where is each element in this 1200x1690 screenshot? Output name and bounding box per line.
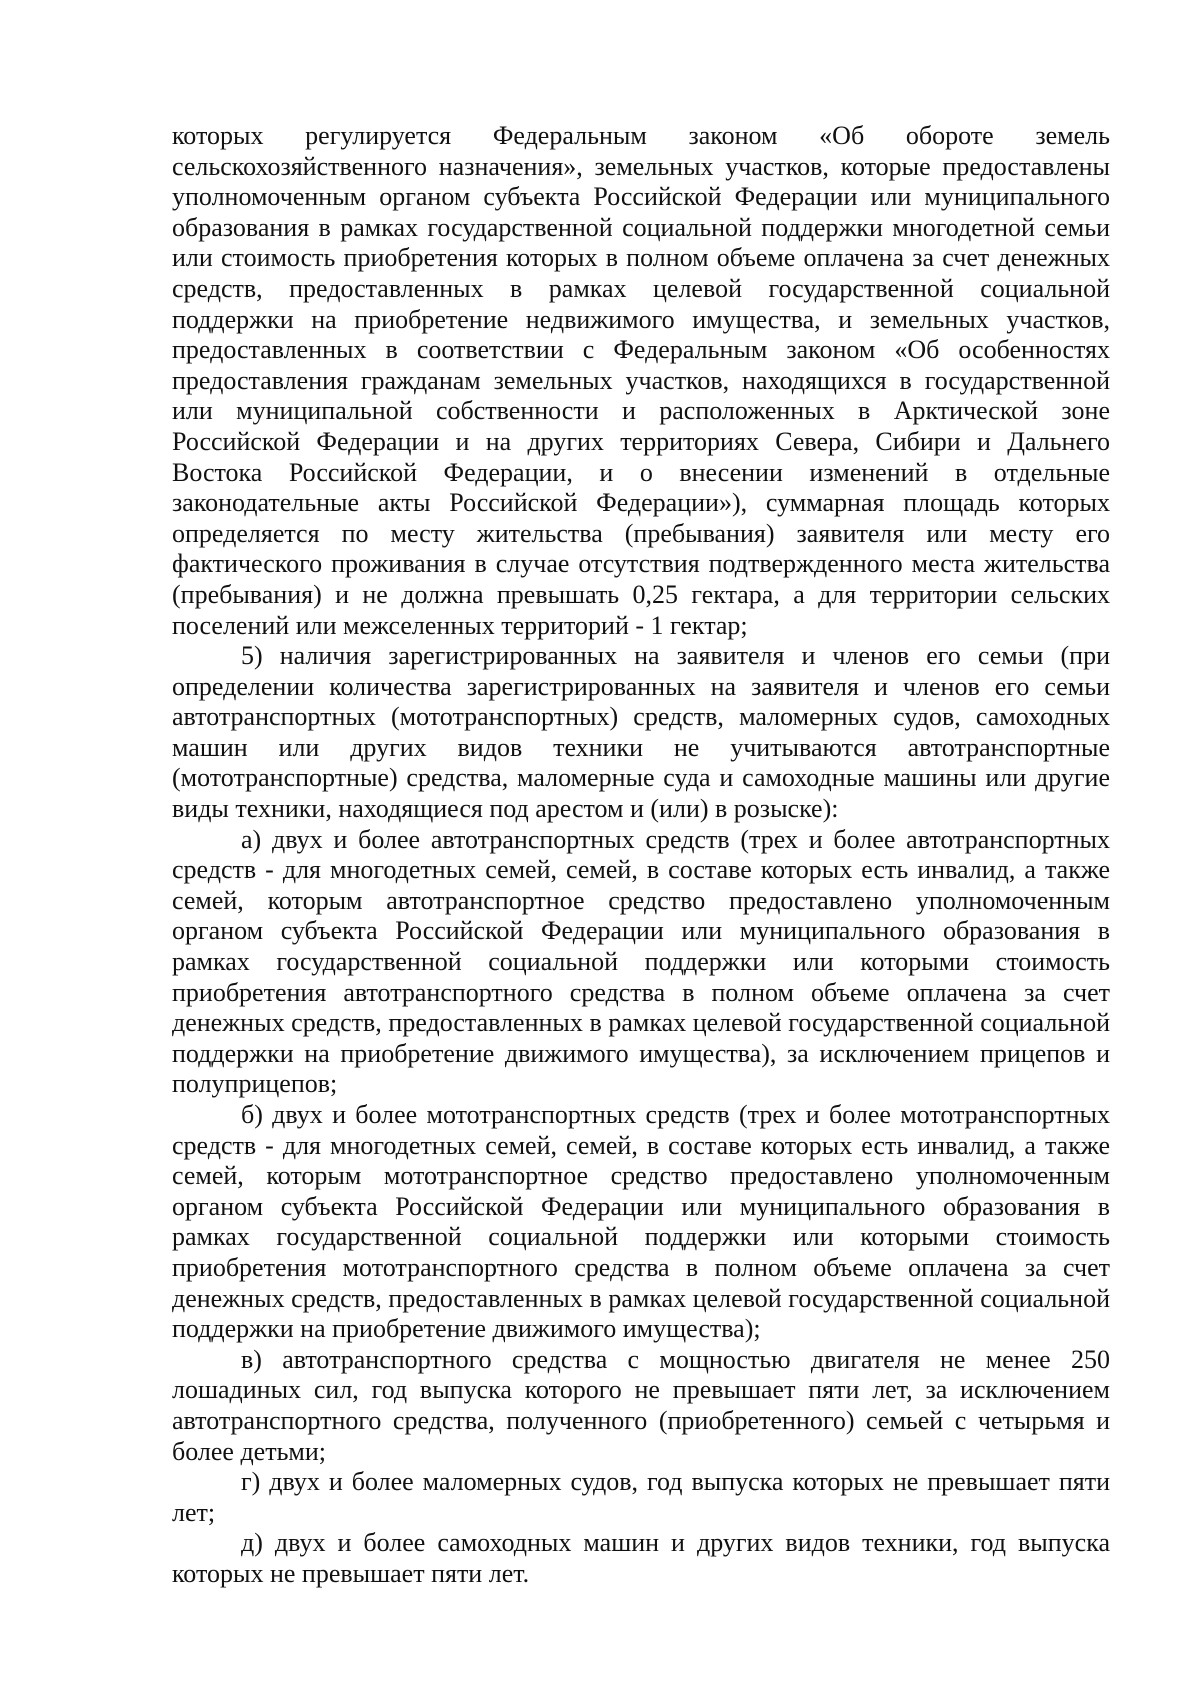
paragraph-subitem-v: в) автотранспортного средства с мощностью двигателя не менее 250 лошадиных сил, год выпуска которого не превышает пяти лет, за исключением автотранспортного средства, полученного (приобретенного) семьей с четырьмя и более детьми; <box>172 1344 1110 1466</box>
paragraph-land-plots-continuation: которых регулируется Федеральным законом «Об обороте земель сельскохозяйственного назначения», земельных участков, которые предоставлены уполномоченным органом субъекта Российской Федерации или муниципального образования в рамках государственной социальной поддержки многодетной семьи или стоимость приобретения которых в полном объеме оплачена за счет денежных средств, предоставленных в рамках целевой государственной социальной поддержки на приобретение недвижимого имущества, и земельных участков, предоставленных в соответствии с Федеральным законом «Об особенностях предоставления гражданам земельных участков, находящихся в государственной или муниципальной собственности и расположенных в Арктической зоне Российской Федерации и на других территориях Севера, Сибири и Дальнего Востока Российской Федерации, и о внесении изменений в отдельные законодательные акты Российской Федерации»), суммарная площадь которых определяется по месту жительства (пребывания) заявителя или месту его фактического проживания в случае отсутствия подтвержденного места жительства (пребывания) и не должна превышать 0,25 гектара, а для территории сельских поселений или межселенных территорий - 1 гектар; <box>172 121 1110 640</box>
paragraph-subitem-d: д) двух и более самоходных машин и других видов техники, год выпуска которых не превышает пяти лет. <box>172 1528 1110 1588</box>
paragraph-subitem-g: г) двух и более маломерных судов, год выпуска которых не превышает пяти лет; <box>172 1467 1110 1527</box>
paragraph-item-5-vehicles: 5) наличия зарегистрированных на заявителя и членов его семьи (при определении количества зарегистрированных на заявителя и членов его семьи автотранспортных (мототранспортных) средств, маломерных судов, самоходных машин или других видов техники не учитываются автотранспортные (мототранспортные) средства, маломерные суда и самоходные машины или другие виды техники, находящиеся под арестом и (или) в розыске): <box>172 641 1110 824</box>
paragraph-subitem-b: б) двух и более мототранспортных средств (трех и более мототранспортных средств - для многодетных семей, семей, в составе которых есть инвалид, а также семей, которым мототранспортное средство предоставлено уполномоченным органом субъекта Российской Федерации или муниципального образования в рамках государственной социальной поддержки или которыми стоимость приобретения мототранспортного средства в полном объеме оплачена за счет денежных средств, предоставленных в рамках целевой государственной социальной поддержки на приобретение движимого имущества); <box>172 1100 1110 1344</box>
document-body <box>172 121 1110 1590</box>
paragraph-subitem-a: а) двух и более автотранспортных средств (трех и более автотранспортных средств - для многодетных семей, семей, в составе которых есть инвалид, а также семей, которым автотранспортное средство предоставлено уполномоченным органом субъекта Российской Федерации или муниципального образования в рамках государственной социальной поддержки или которыми стоимость приобретения автотранспортного средства в полном объеме оплачена за счет денежных средств, предоставленных в рамках целевой государственной социальной поддержки на приобретение движимого имущества), за исключением прицепов и полуприцепов; <box>172 824 1110 1099</box>
